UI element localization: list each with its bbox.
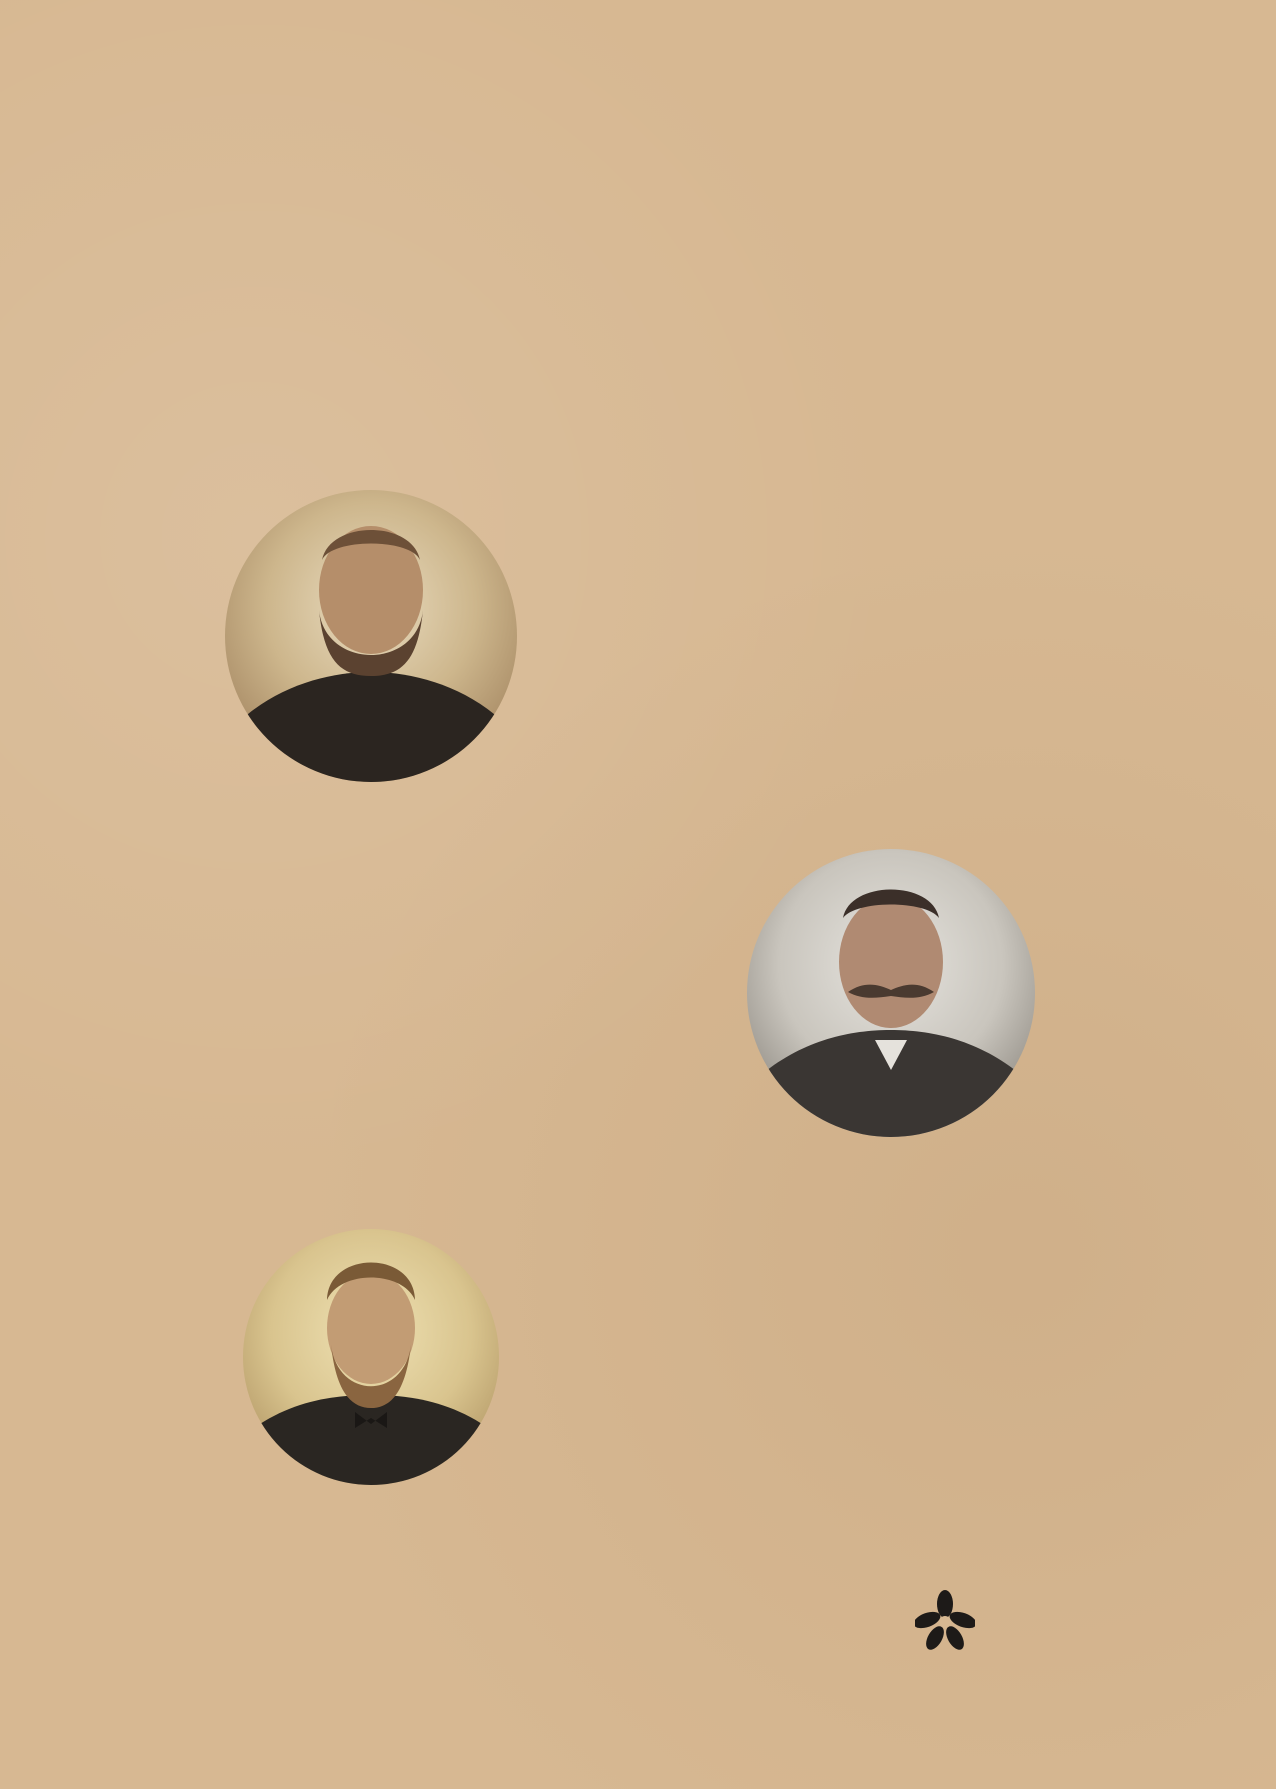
forester-portrait-2 — [747, 849, 1035, 1150]
olomoucky-kraj-logo — [915, 1590, 1125, 1660]
forester-portrait-1 — [225, 490, 517, 790]
museum-logo — [697, 1576, 877, 1633]
flower-icon — [915, 1590, 975, 1654]
forester-portrait-3 — [243, 1229, 499, 1490]
